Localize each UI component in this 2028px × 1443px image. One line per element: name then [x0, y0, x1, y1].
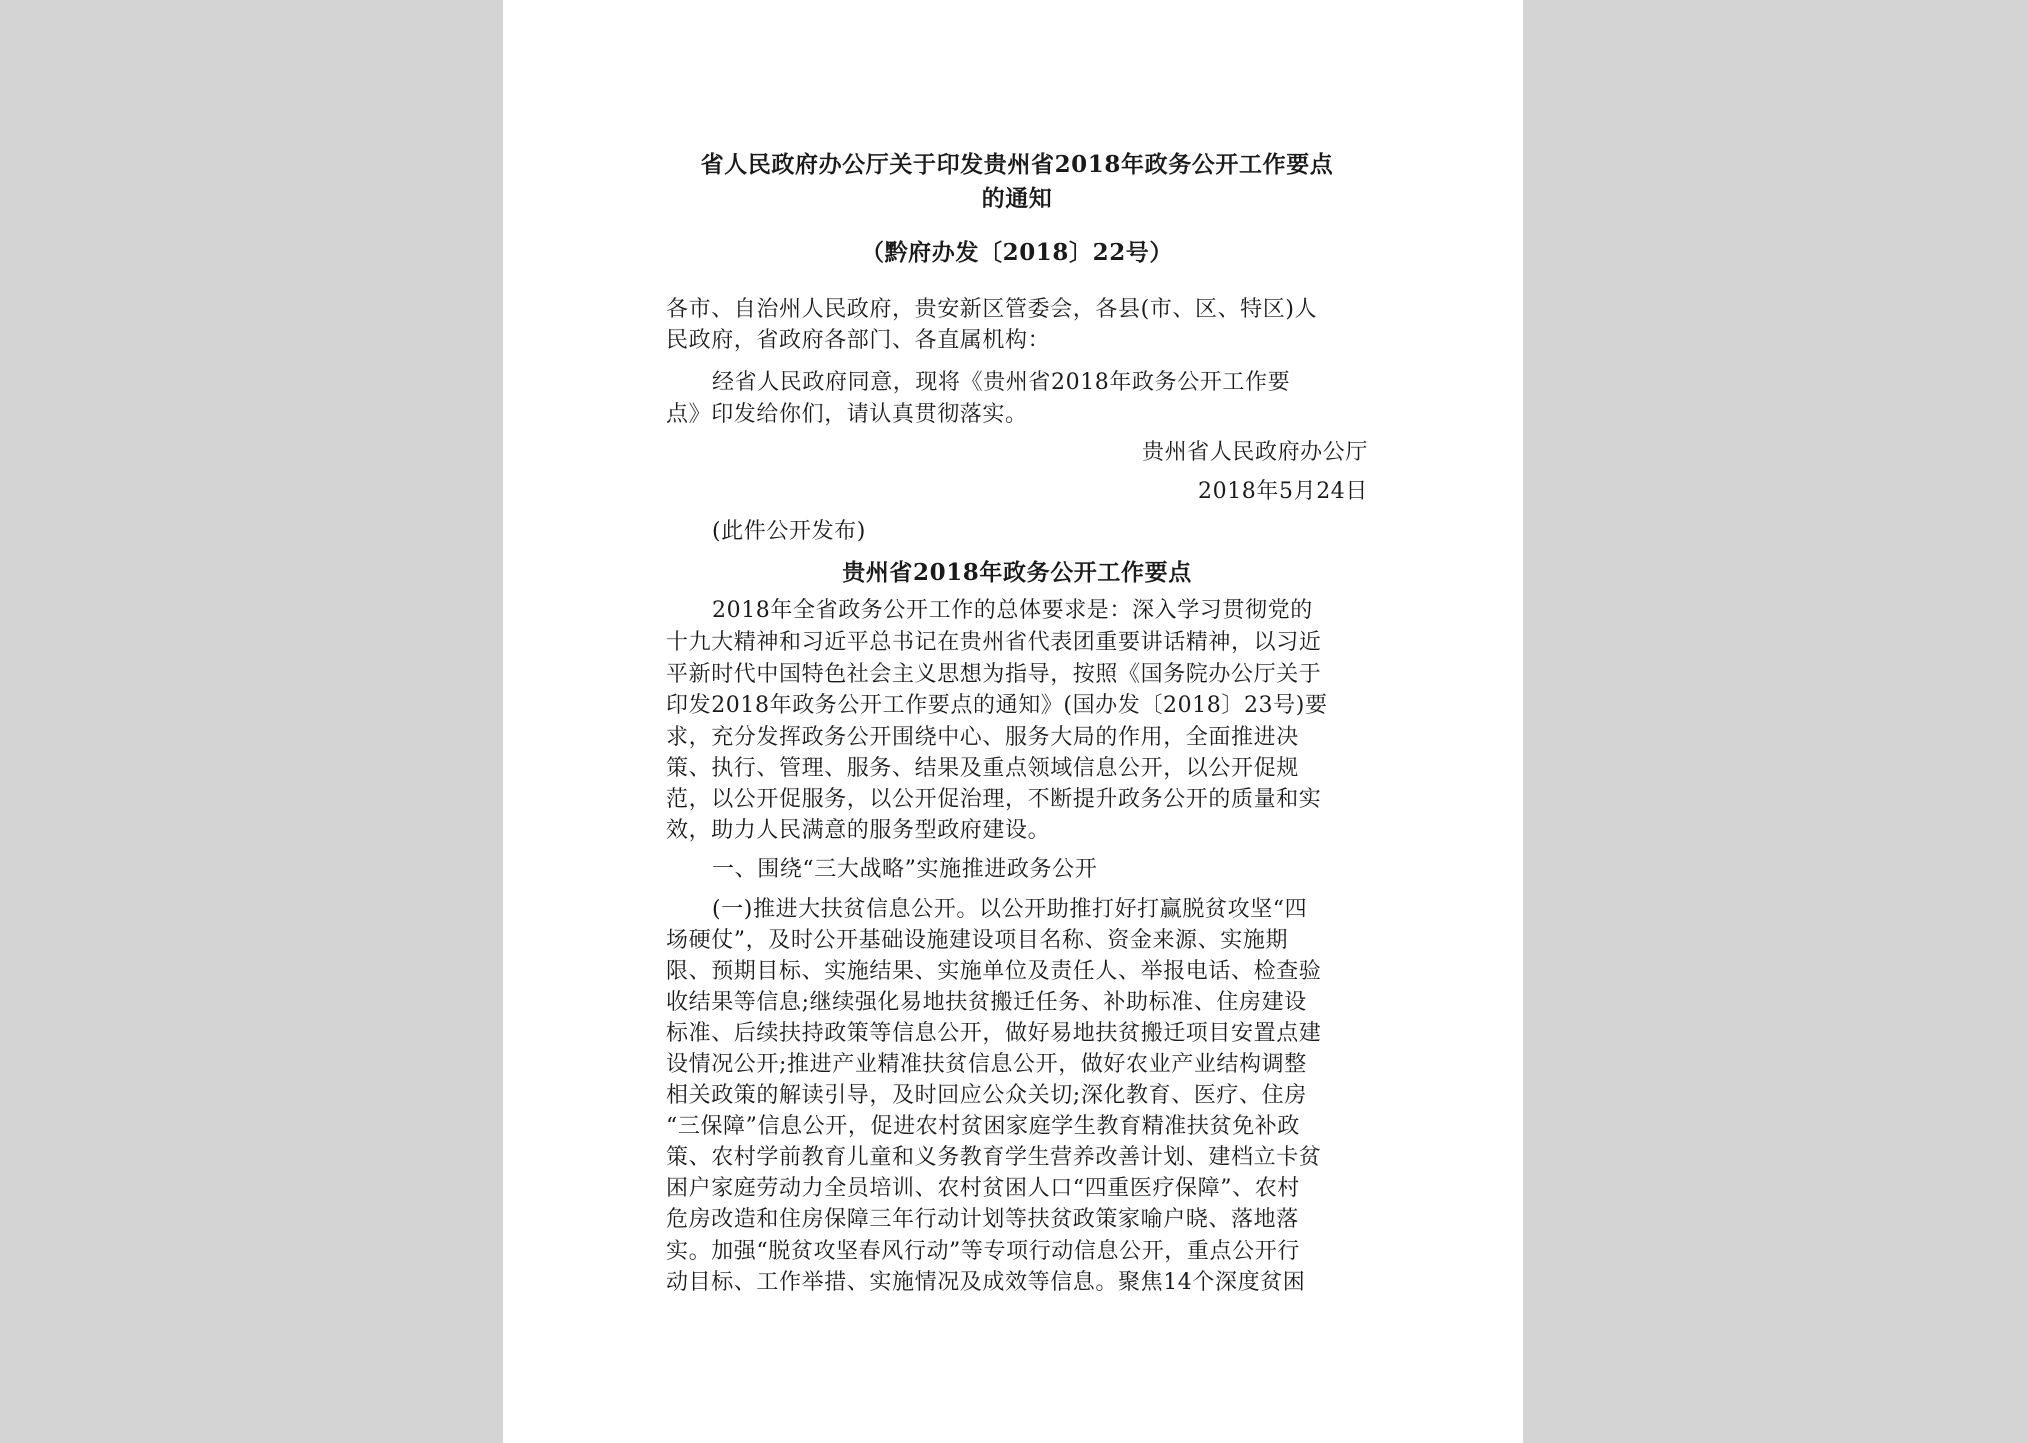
- recipients-line-2: 民政府，省政府各部门、各直属机构：: [666, 328, 1051, 353]
- item-1-line-12: 实。加强“脱贫攻坚春风行动”等专项行动信息公开，重点公开行: [666, 1239, 1300, 1264]
- recipients-line-1: 各市、自治州人民政府，贵安新区管委会，各县(市、区、特区)人: [666, 297, 1318, 322]
- item-1-line-8: “三保障”信息公开，促进农村贫困家庭学生教育精准扶贫免补政: [666, 1114, 1300, 1139]
- item-1-line-11: 危房改造和住房保障三年行动计划等扶贫政策家喻户晓、落地落: [666, 1207, 1299, 1232]
- document-title-line-2: 的通知: [981, 185, 1053, 212]
- item-1-line-5: 标准、后续扶持政策等信息公开，做好易地扶贫搬迁项目安置点建: [666, 1021, 1322, 1046]
- item-1-line-6: 设情况公开;推进产业精准扶贫信息公开，做好农业产业结构调整: [666, 1052, 1307, 1077]
- intro-line-3: 平新时代中国特色社会主义思想为指导，按照《国务院办公厅关于: [666, 662, 1322, 687]
- document-title-line-1: 省人民政府办公厅关于印发贵州省2018年政务公开工作要点: [700, 151, 1334, 178]
- intro-line-2: 十九大精神和习近平总书记在贵州省代表团重要讲话精神，以习近: [666, 630, 1322, 655]
- issuer: 贵州省人民政府办公厅: [1141, 440, 1368, 465]
- item-1-line-2: 场硬仗”，及时公开基础设施建设项目名称、资金来源、实施期: [666, 928, 1289, 953]
- intro-line-4: 印发2018年政务公开工作要点的通知》(国办发〔2018〕23号)要: [666, 693, 1328, 718]
- intro-line-1: 2018年全省政务公开工作的总体要求是：深入学习贯彻党的: [712, 598, 1313, 623]
- public-note: (此件公开发布): [712, 519, 866, 544]
- intro-line-7: 范，以公开促服务，以公开促治理，不断提升政务公开的质量和实: [666, 787, 1322, 812]
- heading-1: 一、围绕“三大战略”实施推进政务公开: [712, 857, 1098, 882]
- item-1-line-7: 相关政策的解读引导，及时回应公众关切;深化教育、医疗、住房: [666, 1083, 1307, 1108]
- intro-line-8: 效，助力人民满意的服务型政府建设。: [666, 818, 1051, 843]
- notice-line-1: 经省人民政府同意，现将《贵州省2018年政务公开工作要: [712, 370, 1291, 395]
- issue-date: 2018年5月24日: [1198, 479, 1368, 504]
- intro-line-5: 求，充分发挥政务公开围绕中心、服务大局的作用，全面推进决: [666, 725, 1299, 750]
- item-1-line-3: 限、预期目标、实施结果、实施单位及责任人、举报电话、检查验: [666, 959, 1322, 984]
- item-1-line-9: 策、农村学前教育儿童和义务教育学生营养改善计划、建档立卡贫: [666, 1145, 1322, 1170]
- item-1-line-1: (一)推进大扶贫信息公开。以公开助推打好打赢脱贫攻坚“四: [712, 897, 1308, 922]
- intro-line-6: 策、执行、管理、服务、结果及重点领域信息公开，以公开促规: [666, 756, 1299, 781]
- notice-line-2: 点》印发给你们，请认真贯彻落实。: [666, 402, 1028, 427]
- item-1-line-13: 动目标、工作举措、实施情况及成效等信息。聚焦14个深度贫困: [666, 1270, 1306, 1295]
- document-number: （黔府办发〔2018〕22号）: [860, 239, 1174, 266]
- document-page: [503, 0, 1523, 1443]
- item-1-line-10: 困户家庭劳动力全员培训、农村贫困人口“四重医疗保障”、农村: [666, 1176, 1300, 1201]
- item-1-line-4: 收结果等信息;继续强化易地扶贫搬迁任务、补助标准、住房建设: [666, 990, 1307, 1015]
- section-title: 贵州省2018年政务公开工作要点: [842, 559, 1192, 586]
